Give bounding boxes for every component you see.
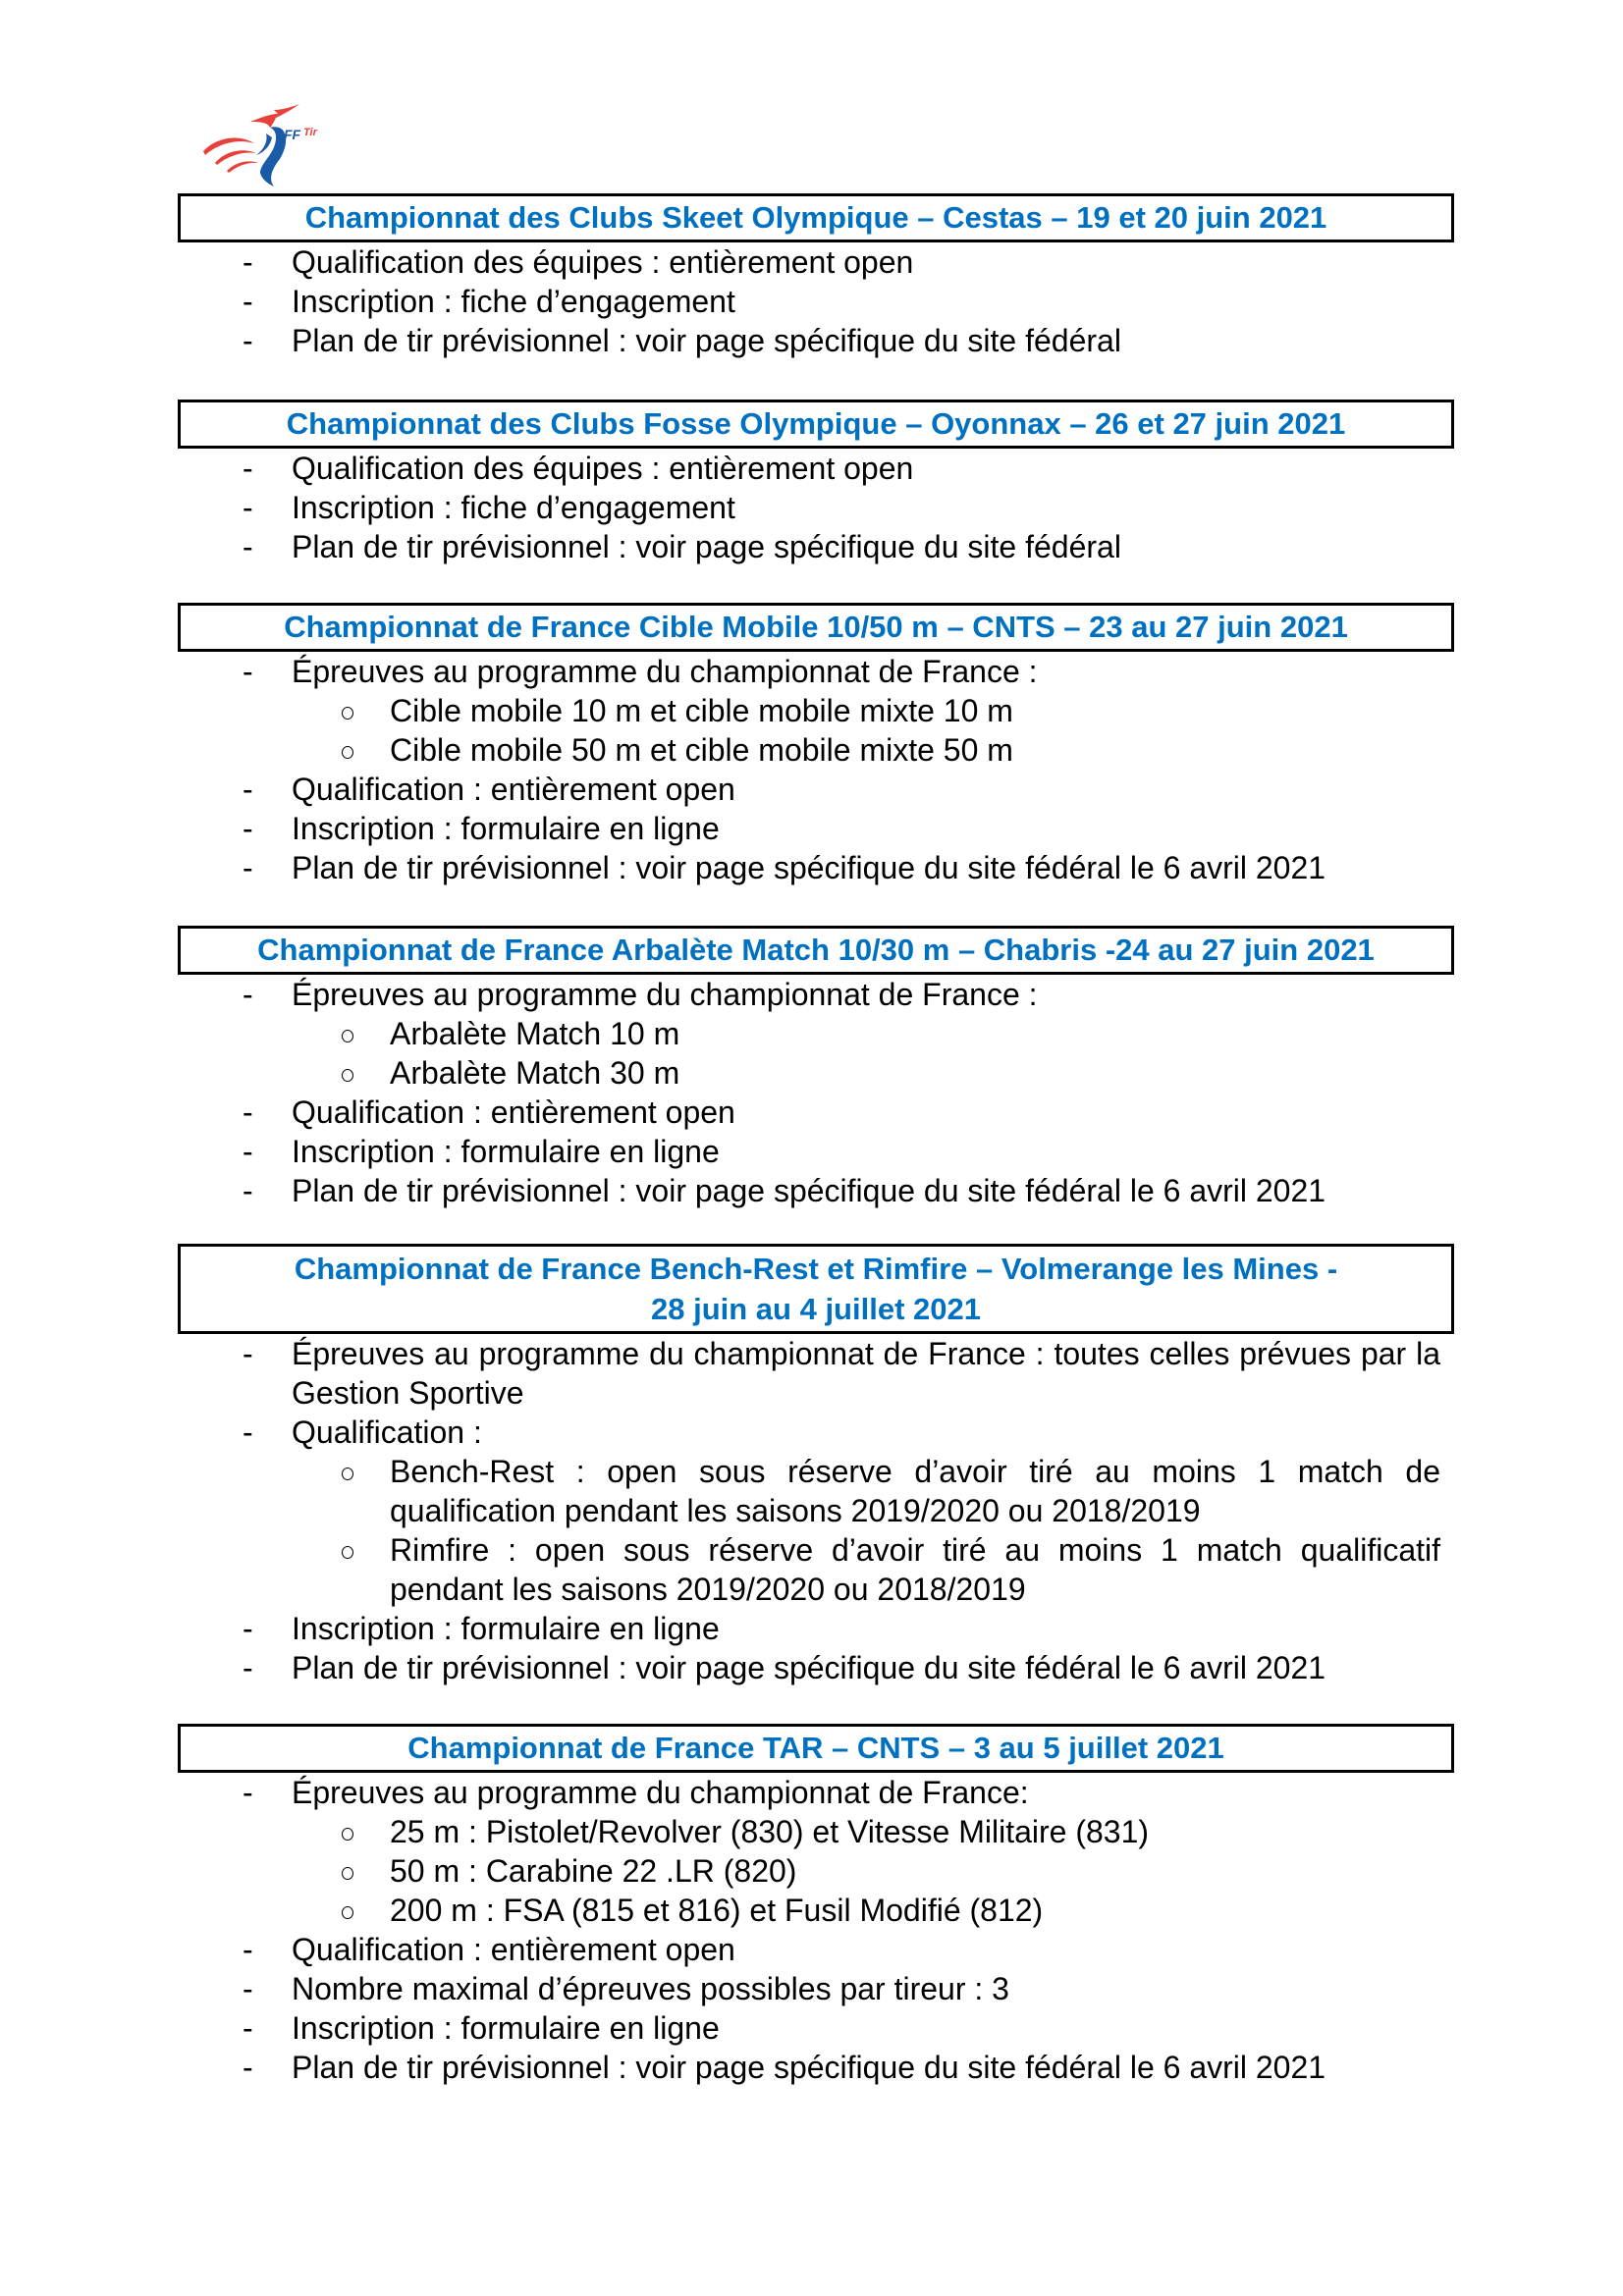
item-text: Plan de tir prévisionnel : voir page spécifique du site fédéral [292, 323, 1121, 358]
sub-list-item [178, 1014, 1440, 1053]
section-arbalete [178, 926, 1454, 1210]
dash-bullet: - [243, 977, 253, 1012]
item-text: Qualification : [292, 1415, 482, 1450]
dash-bullet: - [243, 811, 253, 846]
logo-feather-3 [227, 161, 258, 173]
dash-bullet: - [243, 323, 253, 358]
item-text: Plan de tir prévisionnel : voir page spécifique du site fédéral le 6 avril 2021 [292, 2050, 1326, 2085]
circle-bullet-icon [342, 746, 353, 759]
item-text: Qualification des équipes : entièrement open [292, 244, 914, 280]
item-text: Inscription : formulaire en ligne [292, 811, 720, 846]
item-text: Qualification : entièrement open [292, 1932, 735, 1967]
section-title-box [178, 603, 1454, 652]
dash-bullet: - [243, 490, 253, 525]
subitem-text: 25 m : Pistolet/Revolver (830) et Vitesse Militaire (831) [390, 1814, 1150, 1849]
item-list [178, 449, 1454, 566]
section-title-box [178, 193, 1454, 242]
circle-bullet-icon [342, 1546, 353, 1559]
dash-bullet: - [243, 1134, 253, 1169]
dash-bullet: - [243, 244, 253, 280]
dash-bullet: - [243, 850, 253, 885]
circle-bullet-icon [342, 1867, 353, 1880]
item-list [178, 1773, 1454, 2087]
item-text: Nombre maximal d’épreuves possibles par tireur : 3 [292, 1971, 1009, 2006]
item-text: Épreuves au programme du championnat de France : [292, 654, 1038, 689]
list-item [178, 242, 1440, 282]
section-title-box [178, 1724, 1454, 1773]
dash-bullet: - [243, 529, 253, 564]
sub-list-item [178, 1891, 1440, 1930]
dash-bullet: - [243, 1336, 253, 1371]
fftir-logo [201, 100, 324, 187]
list-item [178, 449, 1440, 488]
item-text: Inscription : formulaire en ligne [292, 2010, 720, 2046]
dash-bullet: - [243, 1650, 253, 1685]
item-text: Épreuves au programme du championnat de France : toutes celles prévues par la Gestion Sportive [292, 1336, 1440, 1411]
circle-bullet-icon [342, 1906, 353, 1919]
list-item [178, 848, 1440, 887]
section-title: Championnat de France Arbalète Match 10/30 m – Chabris -24 au 27 juin 2021 [257, 933, 1375, 967]
item-text: Plan de tir prévisionnel : voir page spécifique du site fédéral le 6 avril 2021 [292, 1173, 1326, 1208]
list-item [178, 527, 1440, 566]
circle-bullet-icon [342, 1030, 353, 1042]
list-item [178, 1093, 1440, 1132]
circle-bullet-icon [342, 707, 353, 720]
item-list [178, 975, 1454, 1210]
list-item [178, 975, 1440, 1014]
item-text: Inscription : formulaire en ligne [292, 1134, 720, 1169]
item-text: Qualification : entièrement open [292, 772, 735, 807]
dash-bullet: - [243, 1775, 253, 1810]
dash-bullet: - [243, 1415, 253, 1450]
item-list [178, 1334, 1454, 1687]
list-item [178, 652, 1440, 691]
dash-bullet: - [243, 1932, 253, 1967]
dash-bullet: - [243, 2050, 253, 2085]
section-title-box [178, 1244, 1454, 1334]
item-list [178, 652, 1454, 887]
list-item [178, 282, 1440, 321]
list-item [178, 488, 1440, 527]
list-item [178, 1334, 1440, 1413]
list-item [178, 2008, 1440, 2048]
item-text: Qualification des équipes : entièrement open [292, 451, 914, 486]
section-fosse [178, 400, 1454, 566]
subitem-text: Arbalète Match 30 m [390, 1055, 680, 1091]
section-title: Championnat de France Cible Mobile 10/50 m – CNTS – 23 au 27 juin 2021 [284, 610, 1348, 644]
circle-bullet-icon [342, 1468, 353, 1480]
dash-bullet: - [243, 1611, 253, 1646]
subitem-text: Rimfire : open sous réserve d’avoir tiré au moins 1 match qualificatif pendant les saisons 2019/2020 ou 2018/2019 [390, 1532, 1440, 1607]
dash-bullet: - [243, 284, 253, 319]
list-item [178, 1609, 1440, 1648]
item-text: Qualification : entièrement open [292, 1095, 735, 1130]
list-item [178, 1930, 1440, 1969]
logo-crest [250, 104, 299, 128]
subitem-text: Cible mobile 10 m et cible mobile mixte 10 m [390, 693, 1013, 728]
section-title-box [178, 400, 1454, 449]
list-item [178, 2048, 1440, 2087]
list-item [178, 1648, 1440, 1687]
section-cible-mobile [178, 603, 1454, 887]
subitem-text: 200 m : FSA (815 et 816) et Fusil Modifié (812) [390, 1893, 1044, 1928]
item-text: Plan de tir prévisionnel : voir page spécifique du site fédéral [292, 529, 1121, 564]
section-title: Championnat de France TAR – CNTS – 3 au 5 juillet 2021 [407, 1731, 1224, 1765]
list-item [178, 1413, 1440, 1452]
item-text: Épreuves au programme du championnat de France: [292, 1775, 1029, 1810]
dash-bullet: - [243, 772, 253, 807]
section-tar [178, 1724, 1454, 2087]
sub-list-item [178, 1053, 1440, 1093]
subitem-text: 50 m : Carabine 22 .LR (820) [390, 1853, 797, 1889]
item-text: Inscription : fiche d’engagement [292, 284, 735, 319]
subitem-text: Bench-Rest : open sous réserve d’avoir tiré au moins 1 match de qualification pendant les saisons 2019/2020 ou 2018/2019 [390, 1454, 1440, 1528]
sub-list-item [178, 1812, 1440, 1851]
circle-bullet-icon [342, 1069, 353, 1082]
dash-bullet: - [243, 1095, 253, 1130]
item-text: Plan de tir prévisionnel : voir page spécifique du site fédéral le 6 avril 2021 [292, 1650, 1326, 1685]
section-skeet [178, 193, 1454, 360]
sub-list-item [178, 730, 1440, 770]
list-item [178, 1132, 1440, 1171]
sub-list-item [178, 691, 1440, 730]
section-title-box [178, 926, 1454, 975]
subitem-text: Cible mobile 50 m et cible mobile mixte 50 m [390, 732, 1013, 768]
item-list [178, 242, 1454, 360]
list-item [178, 321, 1440, 360]
list-item [178, 809, 1440, 848]
sub-list-item [178, 1530, 1440, 1609]
sub-list-item [178, 1452, 1440, 1530]
subitem-text: Arbalète Match 10 m [390, 1016, 680, 1051]
logo-body-inner [256, 133, 272, 155]
section-title-line-1: Championnat de France Bench-Rest et Rimfire – Volmerange les Mines - [294, 1252, 1338, 1286]
list-item [178, 1171, 1440, 1210]
dash-bullet: - [243, 451, 253, 486]
item-text: Épreuves au programme du championnat de France : [292, 977, 1038, 1012]
section-title-line-2: 28 juin au 4 juillet 2021 [651, 1292, 981, 1326]
logo-text-tir: Tir [303, 127, 317, 138]
item-text: Inscription : formulaire en ligne [292, 1611, 720, 1646]
item-text: Plan de tir prévisionnel : voir page spécifique du site fédéral le 6 avril 2021 [292, 850, 1326, 885]
section-bench-rest [178, 1244, 1454, 1687]
dash-bullet: - [243, 2010, 253, 2046]
section-title: Championnat des Clubs Skeet Olympique – Cestas – 19 et 20 juin 2021 [304, 200, 1327, 235]
list-item [178, 770, 1440, 809]
logo-body [260, 127, 286, 187]
dash-bullet: - [243, 1173, 253, 1208]
list-item [178, 1969, 1440, 2008]
logo-text: FF [284, 127, 301, 142]
list-item [178, 1773, 1440, 1812]
circle-bullet-icon [342, 1828, 353, 1841]
dash-bullet: - [243, 654, 253, 689]
section-title: Championnat des Clubs Fosse Olympique – Oyonnax – 26 et 27 juin 2021 [286, 406, 1346, 441]
sub-list-item [178, 1851, 1440, 1891]
item-text: Inscription : fiche d’engagement [292, 490, 735, 525]
dash-bullet: - [243, 1971, 253, 2006]
